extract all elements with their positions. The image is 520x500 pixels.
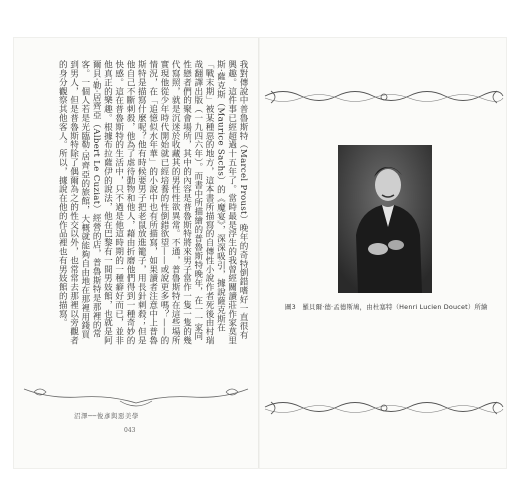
left-page-text: 我對傳說中普魯斯特（Marcel Proust）晚年的奇特倒錯嗜好一直很有興趣。這件事已經超過十五年了。當時最是浮生的我曾經關讀莊作家莫里斯·薩克斯（Maurice Sachs）的《魔宴》，深深吸引，據說薩克斯在「戰末期」被某種惡的地方，這本書所描寫的自傳性小說作者死後由村瑞哉翻譯出版（一九四六年）。而書中所描繪的普魯斯特晚年，在一一家同性戀者們的聚會場所，其中的內容是普魯斯特將來男子當作一隻一隻的幾代寫照，就是沉迷於收藏其的男性性欲異常。不通，普魯斯特在這些場所實現他從少年時代開始就已經培養的性倒錯欲望——或說更多嗎？——的情況，在「追憶似水年華」的小說中也有所描寫，如果讀者注意中上普魯斯特是描寫什麼呢？他有時候要男子把老鼠放進籠子，用長針刺殺；但是他自己不斷刺殺，他為了虐待動物和他人，藉由折磨他們得到一種奇妙的快感。這在普魯斯特的生活中，只不過是他這時期的一種癖好而已，並非他真正的樂趣。根據布拉薩伊的說法，他在巴黎有一間男妓館，也就是阿爾貝·勒·居齊亞（Albert Le Cuziat）經營的店，普魯斯特是那裡的常客。一個人若是光臨勒·居齊亞的旅館，大概就能夠自由地在那裡用錢買到男人，但是普魯斯特除了偶爾為之的性交以外，也常常去那裡以旁觀者的身分觀察其他客人。所以，據說在他的作品裡也有男妓館的描寫。: [57, 60, 248, 345]
portrait-illustration: [338, 145, 432, 293]
left-page-body: [18, 60, 248, 345]
top-border-ornament: [263, 85, 505, 107]
portrait-photo: [338, 145, 432, 293]
book-gutter: [258, 38, 260, 468]
footer-ornament: [20, 383, 252, 411]
figure-caption: 圖3 羅貝爾·德·孟德斯鳩，由杜塞特（Henri Lucien Doucet）所繪: [285, 303, 488, 311]
running-footer: 沼澤──俊彥與惡美學: [74, 412, 139, 420]
page-number: 043: [124, 427, 136, 434]
bottom-border-ornament: [263, 396, 505, 418]
